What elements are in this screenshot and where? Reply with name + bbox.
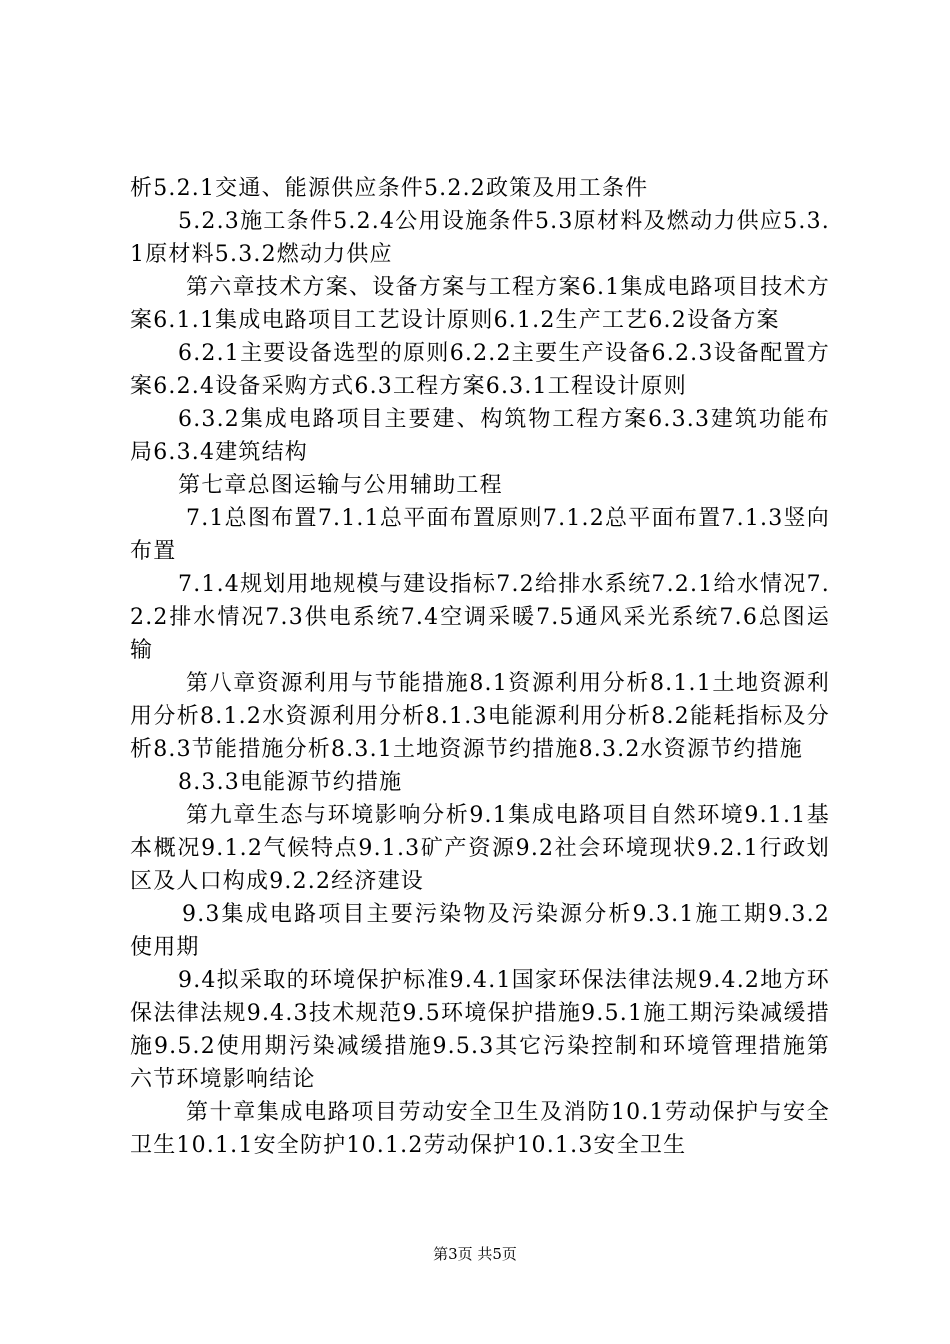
paragraph-8: 7.1.4规划用地规模与建设指标7.2给排水系统7.2.1给水情况7.2.2排水情况7.3供电系统7.4空调采暖7.5通风采光系统7.6总图运输	[130, 572, 830, 663]
paragraph-5: 6.3.2集成电路项目主要建、构筑物工程方案6.3.3建筑功能布局6.3.4建筑结构	[130, 407, 830, 465]
paragraph-9: 第八章资源利用与节能措施8.1资源利用分析8.1.1土地资源利用分析8.1.2水资源利用分析8.1.3电能源利用分析8.2能耗指标及分析8.3节能措施分析8.3.1土地资源节约措施8.3.2水资源节约措施	[130, 671, 830, 762]
paragraph-6: 第七章总图运输与公用辅助工程	[178, 473, 503, 498]
paragraph-10: 8.3.3电能源节约措施	[178, 770, 403, 795]
paragraph-3: 第六章技术方案、设备方案与工程方案6.1集成电路项目技术方案6.1.1集成电路项目工艺设计原则6.1.2生产工艺6.2设备方案	[130, 275, 830, 333]
paragraph-7: 7.1总图布置7.1.1总平面布置原则7.1.2总平面布置7.1.3竖向布置	[130, 506, 830, 564]
paragraph-2: 5.2.3施工条件5.2.4公用设施条件5.3原材料及燃动力供应5.3.1原材料5.3.2燃动力供应	[130, 209, 830, 267]
paragraph-4: 6.2.1主要设备选型的原则6.2.2主要生产设备6.2.3设备配置方案6.2.4设备采购方式6.3工程方案6.3.1工程设计原则	[130, 341, 830, 399]
paragraph-12: 9.3集成电路项目主要污染物及污染源分析9.3.1施工期9.3.2使用期	[130, 902, 830, 960]
paragraph-1: 析5.2.1交通、能源供应条件5.2.2政策及用工条件	[130, 176, 649, 201]
paragraph-14: 第十章集成电路项目劳动安全卫生及消防10.1劳动保护与安全卫生10.1.1安全防护10.1.2劳动保护10.1.3安全卫生	[130, 1100, 830, 1158]
paragraph-11: 第九章生态与环境影响分析9.1集成电路项目自然环境9.1.1基本概况9.1.2气候特点9.1.3矿产资源9.2社会环境现状9.2.1行政划区及人口构成9.2.2经济建设	[130, 803, 830, 894]
page-footer	[0, 1244, 950, 1264]
document-body	[130, 172, 830, 1162]
page-indicator: 第3页 共5页	[433, 1245, 517, 1263]
paragraph-13: 9.4拟采取的环境保护标准9.4.1国家环保法律法规9.4.2地方环保法律法规9.4.3技术规范9.5环境保护措施9.5.1施工期污染减缓措施9.5.2使用期污染减缓措施9.5.3其它污染控制和环境管理措施第六节环境影响结论	[130, 968, 830, 1092]
